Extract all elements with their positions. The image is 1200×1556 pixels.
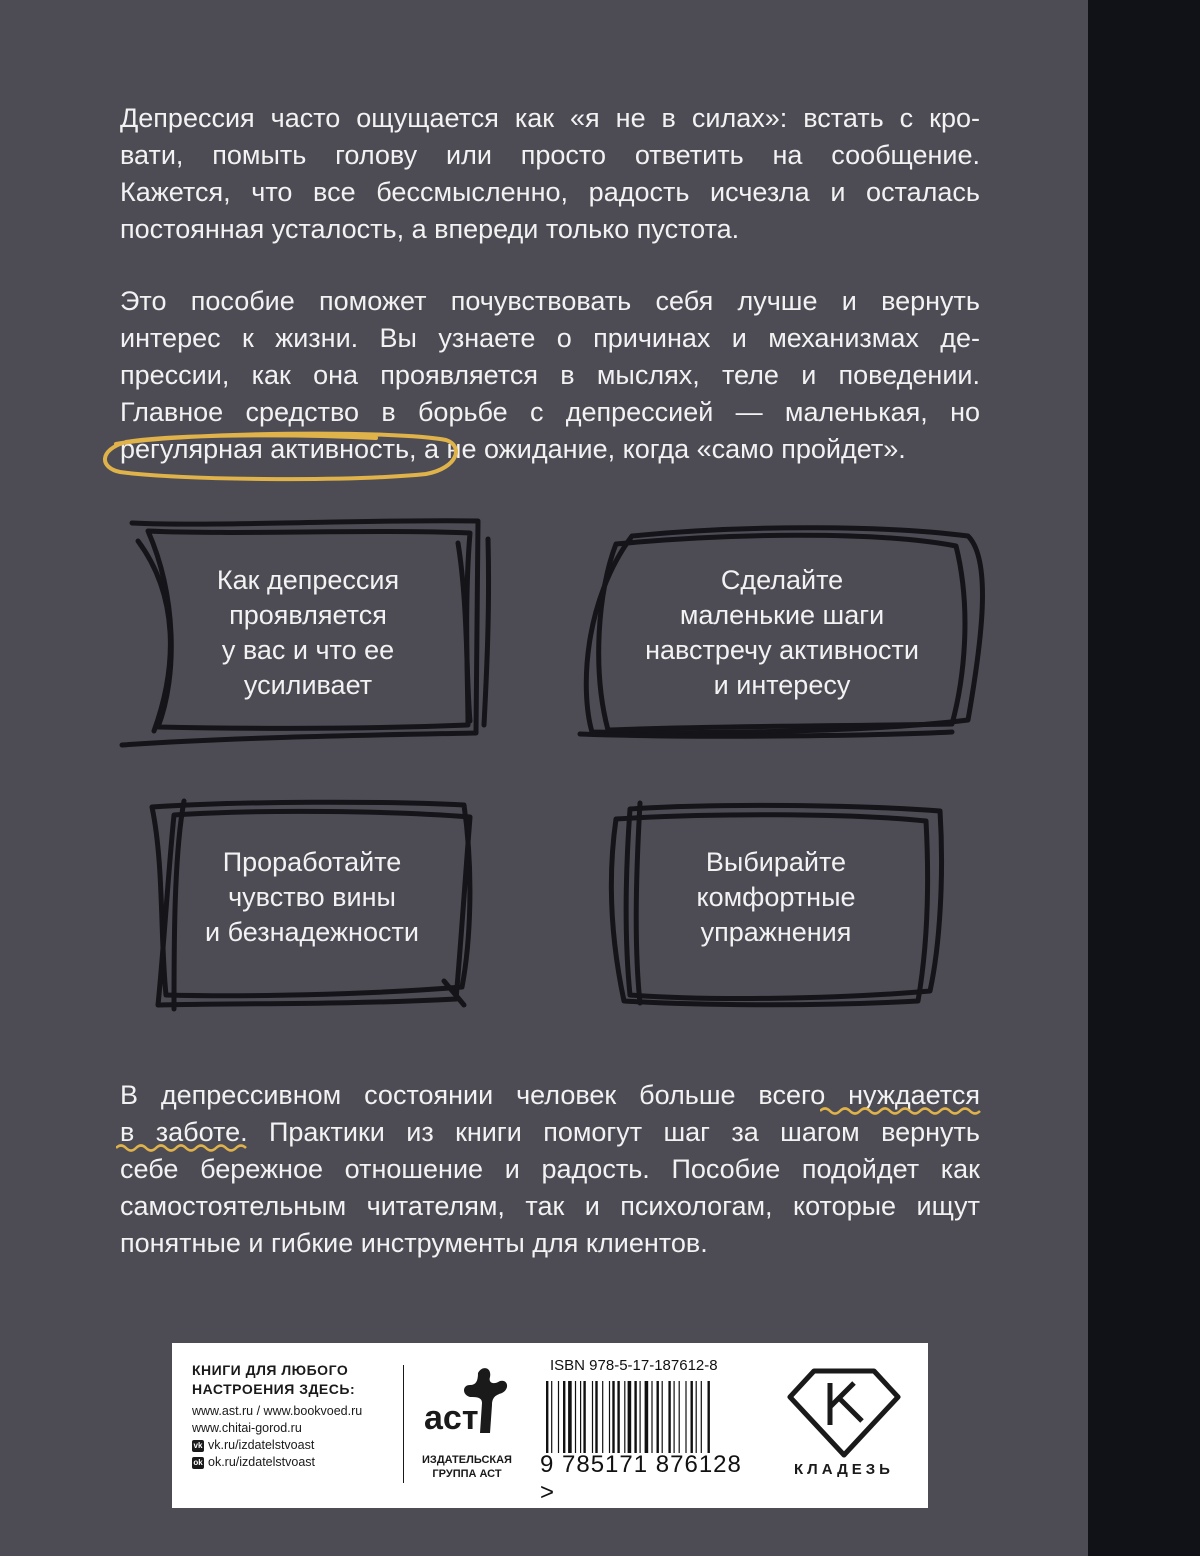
closing-line: понятные и гибкие инструменты для клиентов. xyxy=(120,1228,708,1258)
about-tail: , а не ожидание, когда «само пройдет». xyxy=(409,434,906,464)
box-line: Как депрессия xyxy=(216,565,400,595)
ok-link-text: ok.ru/izdatelstvoast xyxy=(208,1455,315,1469)
intro-paragraph xyxy=(120,100,980,248)
vk-link[interactable] xyxy=(192,1437,402,1454)
ast-publisher-logo xyxy=(422,1363,512,1483)
intro-line: постоянная усталость, а впереди только пустота. xyxy=(120,214,740,244)
isbn-label: ISBN 978-5-17-187612-8 xyxy=(550,1357,718,1374)
closing-text: . Практики из книги помогут шаг за шагом вернуть xyxy=(240,1117,980,1147)
feature-box-4 xyxy=(600,795,952,1015)
kladez-brand: КЛАДЕЗЬ xyxy=(794,1461,894,1478)
intro-line: Депрессия часто ощущается как «я не в силах»: встать с кро- xyxy=(120,103,980,133)
intro-line: вати, помыть голову или просто ответить на сообщение. xyxy=(120,140,980,170)
box-line: Проработайте xyxy=(222,847,402,877)
box-line: маленькие шаги xyxy=(679,600,885,630)
vk-link-text: vk.ru/izdatelstvoast xyxy=(208,1438,315,1452)
highlight-oval xyxy=(96,428,466,482)
footer-divider xyxy=(403,1365,404,1483)
box-line: и безнадежности xyxy=(205,917,419,947)
ast-logo-letters: аст xyxy=(424,1399,479,1437)
box-line: навстречу активности xyxy=(645,635,919,665)
wavy-underline-2 xyxy=(116,1143,248,1153)
intro-line: Кажется, что все бессмысленно, радость исчезла и осталась xyxy=(120,177,980,207)
box-line: Сделайте xyxy=(720,565,844,595)
box-line: и интересу xyxy=(713,670,851,700)
barcode-icon xyxy=(544,1381,764,1453)
vk-icon: vk xyxy=(193,1440,203,1450)
barcode-digits: 9 785171 876128 > xyxy=(540,1451,742,1506)
ast-caption-line: ИЗДАТЕЛЬСКАЯ xyxy=(422,1454,512,1466)
ok-link[interactable] xyxy=(192,1454,402,1471)
ast-logo-icon xyxy=(422,1363,512,1449)
box-line: упражнения xyxy=(700,917,852,947)
box-line: у вас и что ее xyxy=(221,635,395,665)
feature-box-2 xyxy=(572,520,992,750)
box-line: Выбирайте xyxy=(705,847,847,877)
about-line: прессии, как она проявляется в мыслях, теле и поведении. xyxy=(120,360,980,390)
feature-box-3 xyxy=(144,795,480,1015)
closing-paragraph xyxy=(120,1077,980,1262)
box-line: чувство вины xyxy=(228,882,396,912)
closing-line xyxy=(120,1114,980,1151)
footer-heading: НАСТРОЕНИЯ ЗДЕСЬ: xyxy=(192,1381,356,1397)
footer-site-link[interactable]: www.ast.ru / www.bookvoed.ru xyxy=(192,1404,363,1418)
highlighted-phrase: регулярная активность xyxy=(120,434,410,464)
wavy-underline-1 xyxy=(820,1106,982,1116)
wavy-phrase: нуждается xyxy=(848,1080,980,1110)
ast-caption xyxy=(417,1453,517,1481)
footer-site-link[interactable]: www.chitai-gorod.ru xyxy=(192,1421,302,1435)
box-line: усиливает xyxy=(243,670,373,700)
about-line: интерес к жизни. Вы узнаете о причинах и механизмах де- xyxy=(120,323,980,353)
wavy-phrase: в заботе xyxy=(120,1117,241,1147)
closing-line: себе бережное отношение и радость. Пособие подойдет как xyxy=(120,1154,980,1184)
ok-icon: ok xyxy=(193,1457,203,1467)
about-line: Это пособие поможет почувствовать себя лучше и вернуть xyxy=(120,286,980,316)
isbn-barcode xyxy=(534,1355,764,1506)
box-line: проявляется xyxy=(229,600,387,630)
spine-strip xyxy=(1088,0,1200,1556)
footer-heading: КНИГИ ДЛЯ ЛЮБОГО xyxy=(192,1362,349,1378)
diamond-k-icon xyxy=(784,1363,904,1459)
footer-panel xyxy=(172,1343,928,1508)
footer-links xyxy=(192,1361,402,1471)
closing-text: В депрессивном состоянии человек больше всего xyxy=(120,1080,849,1110)
box-line: комфортные xyxy=(696,882,856,912)
kladez-logo xyxy=(784,1363,904,1493)
closing-line: самостоятельным читателям, так и психологам, которые ищут xyxy=(120,1191,980,1221)
about-line: Главное средство в борьбе с депрессией — маленькая, но xyxy=(120,397,980,427)
ast-caption-line: ГРУППА АСТ xyxy=(432,1468,502,1480)
feature-box-1 xyxy=(118,515,498,755)
